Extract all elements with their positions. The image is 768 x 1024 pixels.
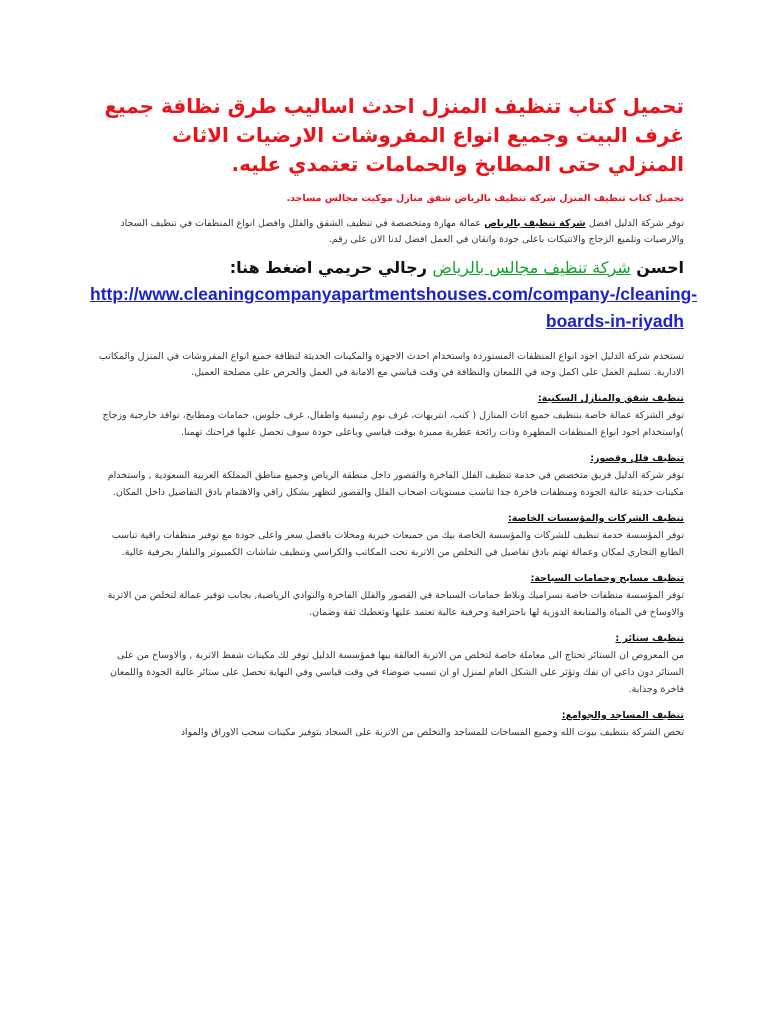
promo-suffix: رجالي حريمي اضغط هنا: <box>229 258 427 277</box>
section-body: توفر شركة الدليل فريق متخصص في خدمة تنظيف الفلل الفاخرة والقصور داخل منطقة الرياض وجميع مناطق المملكة العربية السعودية , واستخدام مكينات حديثة عالية الجودة ومنظفات فاخرة جدا تناسب مستويات اصحاب الفلل والقصور لتظهر بشكل راقي والاهتمام بادق التفاصيل داخل المكان. <box>107 470 684 498</box>
section-title: تنظيف المساجد والجوامع: <box>561 710 684 721</box>
promo-line <box>90 258 684 277</box>
promo-link[interactable]: شركة تنظيف مجالس بالرياض <box>432 258 631 277</box>
page-subtitle: تحميل كتاب تنظيف المنزل شركة تنظيف بالرياض شقق منازل موكيت مجالس مساجد. <box>286 193 684 204</box>
page-title: تحميل كتاب تنظيف المنزل احدث اساليب طرق نظافة جميع غرف البيت وجميع انواع المفروشات الارضيات الاثاث المنزلي حتى المطابخ والحمامات تعتمدي عليه. <box>104 94 684 176</box>
section-body: تخص الشركة بتنظيف بيوت الله وجميع المساحات للمساجد والتخلص من الاتربة على السجاد بتوفير مكينات سحب الاوراق والمواد <box>180 727 684 738</box>
intro-after: عمالة مهارة ومتخصصة في تنظيف الشقق والفلل وافضل انواع المنظفات في تنظيف السجاد والارضيات وتلميع الزجاج والانتيكات باعلى جودة واتقان في العمل افضل لدنا الان على رقم. <box>120 218 684 245</box>
section-body: توفر الشركة عمالة خاصة بتنظيف جميع اثاث المنازل ( كنب، انتريهات، غرف نوم رئيسية واطفال، غرف جلوس، حمامات ومطابخ، نوافذ خارجية وزجاج )واستخدام اجود انواع المنظفات المطهرة وذات رائحة عطرية مميزة بوقت قياسي وباعلى جودة سوف تحصل عليها فراحتك تهمنا. <box>102 410 684 438</box>
section-title: تنظيف مسابح وحمامات السباحة: <box>530 573 684 584</box>
section-body: توفر المؤسسة خدمة تنظيف للشركات والمؤسسة الخاصة بيك من جميعات خيرية ومحلات باقضل سعر واعلى جودة مع توفير منظفات راقية تناسب الطابع التجاري لمكان وعمالة تهتم بادق تفاصيل في التخلص من الاتربة تحت المكاتب والكراسي وتنظيف شاشات الكمبيوتر والتلفاز بحرفية عالية. <box>111 530 684 558</box>
section-title: تنظيف الشركات والمؤسسات الخاصة: <box>507 513 684 524</box>
section-companies <box>90 513 684 561</box>
section-body: من المعروض ان الستائر تحتاج الى معاملة خاصة لتخلص من الاتربة العالقة بيها فمؤسسة الدليل توفر لك مكينات شفط الاتربة , والاوساخ من على الستائر دون داعي ان تفك وتؤثر على الشكل العام لمنزل او ان تسبب ضوضاء في وقت قياسي وفي النهاية تحصل على ستائر عالية الجودة واللمعان فاخرة وجذابة. <box>109 650 684 695</box>
promo-prefix: احسن <box>636 258 684 277</box>
section-title: تنظيف شقق والمنازل السكنية: <box>537 393 684 404</box>
section-body: توفر المؤسسة منظفات خاصة بسراميك وبلاط حمامات السباحة في القصور والفلل الفاخرة والنوادي الرياضية, بجانب توفير عمالة لتخلص من الاتربة والاوساخ في المياه والمتابعة الدورية لها باحترافية وحرفية عالية تعتمد عليها وتعطيك ثقة وضمان. <box>107 590 684 618</box>
intro-link[interactable]: شركة تنظيف بالرياض <box>484 218 586 229</box>
section-title: تنظيف ستائر : <box>615 633 684 644</box>
section-pools <box>90 573 684 621</box>
section-villas <box>90 453 684 501</box>
section-title: تنظيف فلل وقصور: <box>590 453 684 464</box>
main-paragraph: تستخدم شركة الدليل اجود انواع المنظفات المستوردة واستخدام احدث الاجهزة والمكينات الحديثة لنظافة جميع انواع المفروشات في المنزل والمكاتب الادارية. تسليم العمل على اكمل وجه في اللمعان والنظافة في وقت قياسي مع الامانة في العمل والحرص على مصلحة العميل. <box>98 351 684 378</box>
intro-before: توفر شركة الدليل افضل <box>588 218 684 229</box>
intro-paragraph <box>90 216 684 248</box>
section-curtains <box>90 633 684 698</box>
section-mosques <box>90 710 684 741</box>
section-apartments <box>90 393 684 441</box>
promo-url-link[interactable]: http://www.cleaningcompanyapartmentshouses.com/company-/cleaning-boards-in-riyadh <box>90 284 698 331</box>
